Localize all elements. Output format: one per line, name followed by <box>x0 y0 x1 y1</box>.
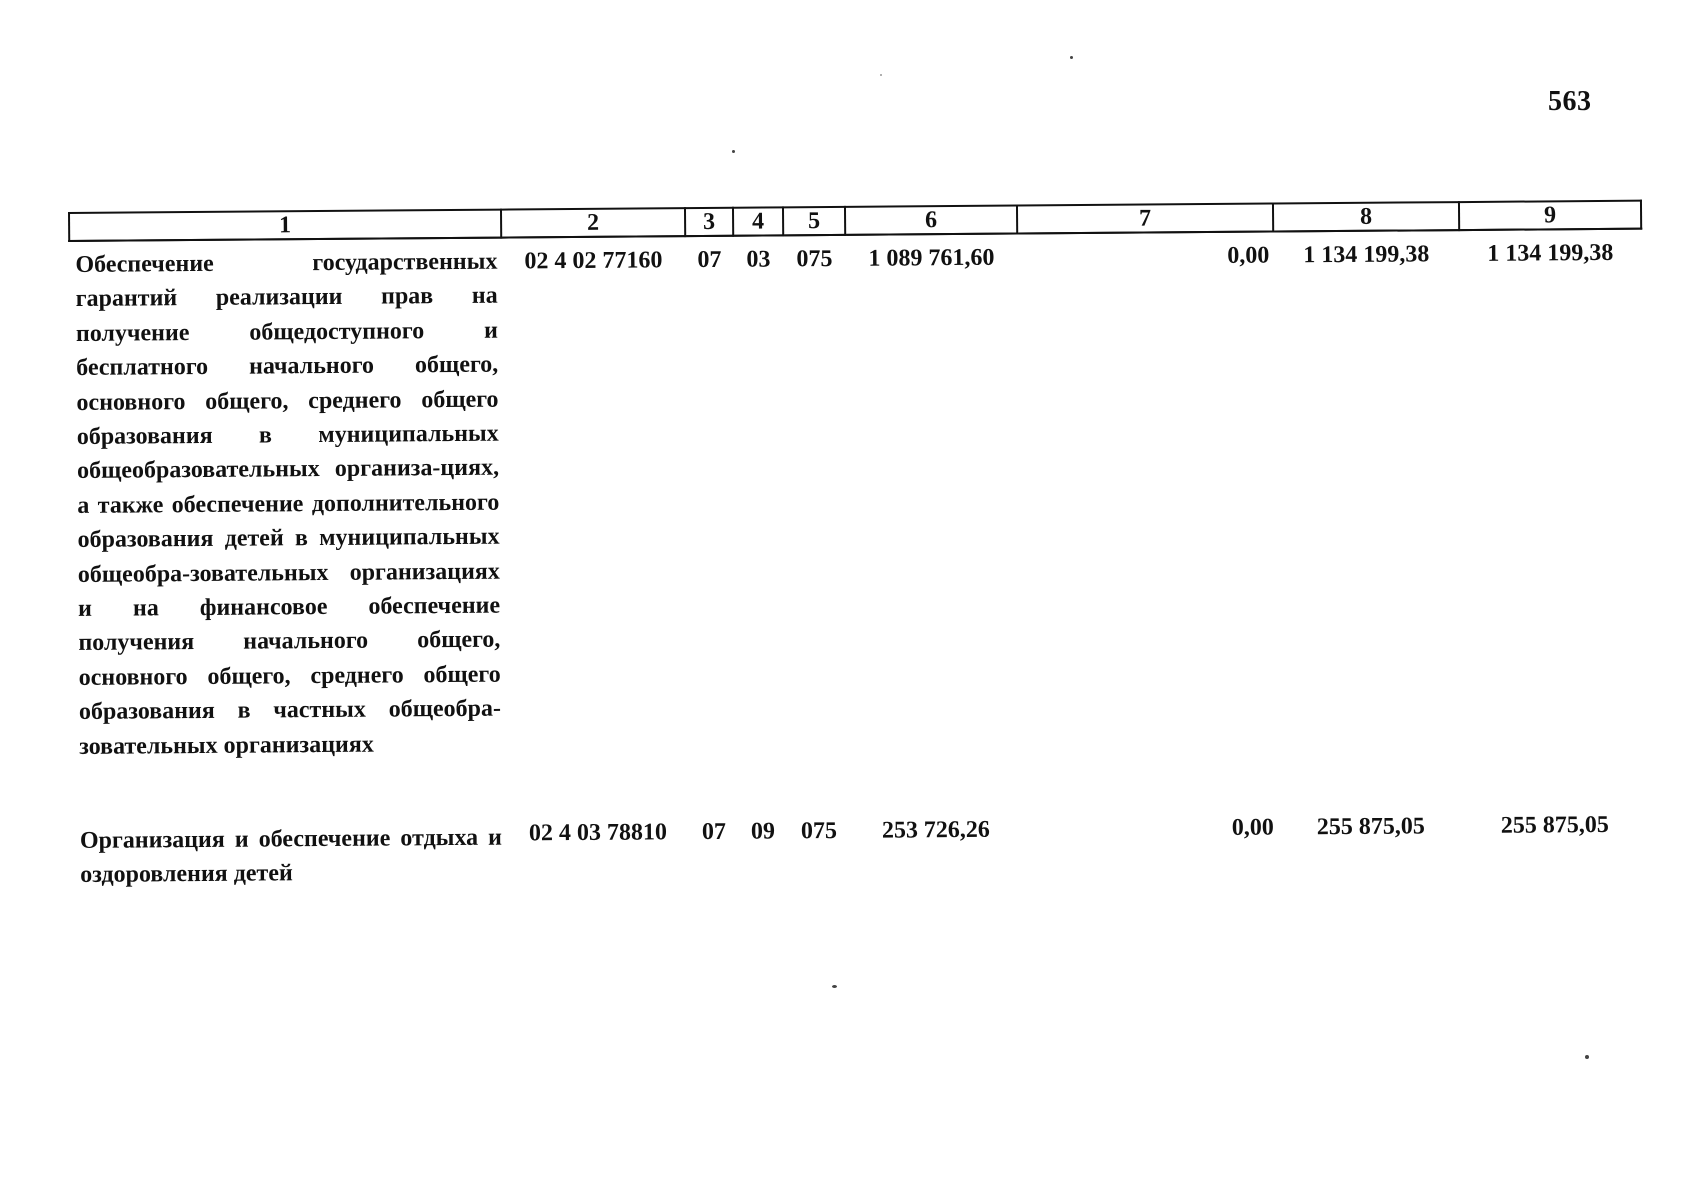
amount-col-6: 1 089 761,60 <box>868 244 995 272</box>
header-col-6: 6 <box>845 206 1017 235</box>
amount-col-8: 1 134 199,38 <box>1303 241 1430 269</box>
scan-speck <box>1070 56 1073 59</box>
budget-table-container <box>68 200 1645 892</box>
header-col-7: 7 <box>1017 204 1273 234</box>
expense-type-code: 075 <box>800 818 837 845</box>
target-code: 02 4 02 77160 <box>524 247 663 275</box>
header-col-5: 5 <box>783 207 845 235</box>
amount-col-7: 0,00 <box>1231 814 1274 841</box>
header-col-3: 3 <box>685 208 733 236</box>
header-col-9: 9 <box>1459 201 1641 230</box>
table-body <box>69 229 1646 892</box>
scan-speck <box>732 150 735 153</box>
row-name: Организация и обеспечение отдыха и оздоровления детей <box>79 824 503 889</box>
row-name: Обеспечение государственных гарантий реализации прав на получение общедоступного и бесплатного начального общего, основного общего, среднего общего образования в муниципальных общеобразовательных организа-циях, а также обеспечение дополнительного образования детей в муниципальных общеобра-зовательных организациях и на финансовое обеспечение получения начального общего, основного общего, среднего общего образования в частных общеобра-зовательных организациях <box>75 248 502 760</box>
header-col-2: 2 <box>501 208 685 237</box>
section-code: 07 <box>701 818 726 846</box>
table-row <box>69 229 1645 764</box>
scan-speck <box>880 74 882 76</box>
scan-speck <box>1585 1055 1589 1059</box>
amount-col-9: 255 875,05 <box>1500 812 1609 839</box>
subsection-code: 09 <box>750 818 775 845</box>
amount-col-6: 253 726,26 <box>881 816 990 844</box>
expense-type-code: 075 <box>796 245 833 273</box>
header-col-4: 4 <box>733 207 783 235</box>
subsection-code: 03 <box>746 246 771 273</box>
amount-col-8: 255 875,05 <box>1316 813 1425 841</box>
amount-col-9: 1 134 199,38 <box>1487 239 1614 267</box>
header-col-1: 1 <box>69 210 501 241</box>
target-code: 02 4 03 78810 <box>528 819 667 847</box>
page-number: 563 <box>1548 86 1592 117</box>
table-row <box>73 752 1646 892</box>
header-col-8: 8 <box>1273 202 1459 231</box>
scan-speck <box>832 985 837 988</box>
amount-col-7: 0,00 <box>1227 242 1270 269</box>
section-code: 07 <box>697 246 722 274</box>
budget-table <box>68 200 1647 892</box>
